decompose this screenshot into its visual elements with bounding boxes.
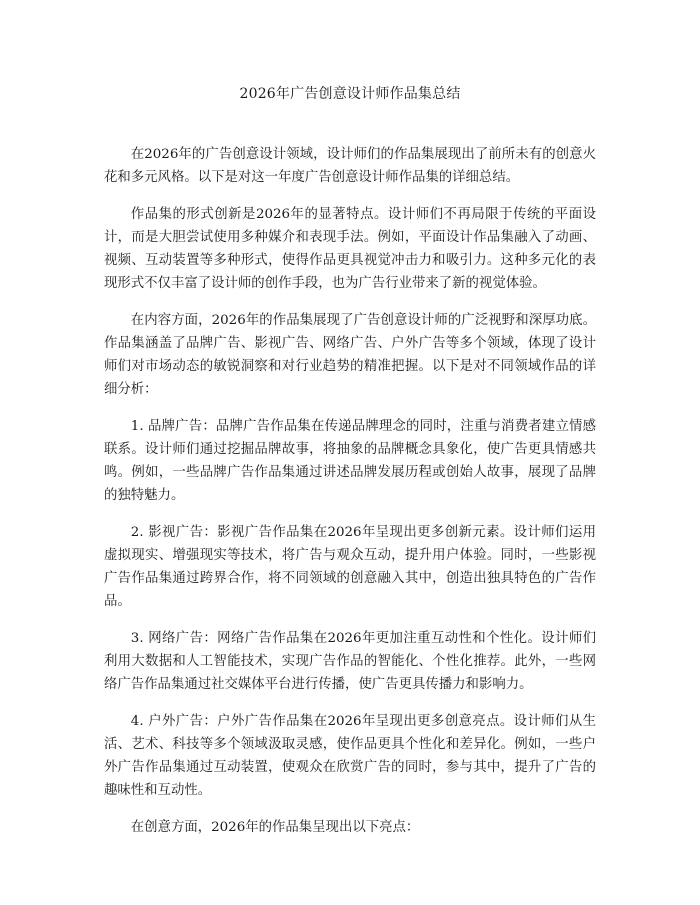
paragraph-form-innovation: 作品集的形式创新是2026年的显著特点。设计师们不再局限于传统的平面设计，而是大胆尝试使用多种媒介和表现手法。例如，平面设计作品集融入了动画、视频、互动装置等多种形式，使得作品更具视觉冲击力和吸引力。这种多元化的表现形式不仅丰富了设计师的创作手段，也为广告行业带来了新的视觉体验。 bbox=[104, 207, 596, 291]
paragraph-creative: 在创意方面，2026年的作品集呈现出以下亮点： bbox=[130, 820, 420, 835]
paragraph-film-ads: 2. 影视广告：影视广告作品集在2026年呈现出更多创新元素。设计师们运用虚拟现实、增强现实等技术，将广告与观众互动，提升用户体验。同时，一些影视广告作品集通过跨界合作，将不同领域的创意融入其中，创造出独具特色的广告作品。 bbox=[104, 525, 596, 609]
paragraph-intro: 在2026年的广告创意设计领域，设计师们的作品集展现出了前所未有的创意火花和多元风格。以下是对这一年度广告创意设计师作品集的详细总结。 bbox=[104, 147, 596, 185]
document-body bbox=[104, 143, 596, 839]
paragraph-outdoor-ads: 4. 户外广告：户外广告作品集在2026年呈现出更多创意亮点。设计师们从生活、艺术、科技等多个领域汲取灵感，使作品更具个性化和差异化。例如，一些户外广告作品集通过互动装置，使观众在欣赏广告的同时，参与其中，提升了广告的趣味性和互动性。 bbox=[104, 714, 596, 798]
document-title: 2026年广告创意设计师作品集总结 bbox=[239, 86, 461, 102]
paragraph-online-ads: 3. 网络广告：网络广告作品集在2026年更加注重互动性和个性化。设计师们利用大数据和人工智能技术，实现广告作品的智能化、个性化推荐。此外，一些网络广告作品集通过社交媒体平台进行传播，使广告更具传播力和影响力。 bbox=[104, 631, 596, 692]
paragraph-brand-ads: 1. 品牌广告：品牌广告作品集在传递品牌理念的同时，注重与消费者建立情感联系。设计师们通过挖掘品牌故事，将抽象的品牌概念具象化，使广告更具情感共鸣。例如，一些品牌广告作品集通过讲述品牌发展历程或创始人故事，展现了品牌的独特魅力。 bbox=[104, 419, 596, 503]
paragraph-content: 在内容方面，2026年的作品集展现了广告创意设计师的广泛视野和深厚功底。作品集涵盖了品牌广告、影视广告、网络广告、户外广告等多个领域，体现了设计师们对市场动态的敏锐洞察和对行业趋势的精准把握。以下是对不同领域作品的详细分析： bbox=[104, 313, 596, 397]
